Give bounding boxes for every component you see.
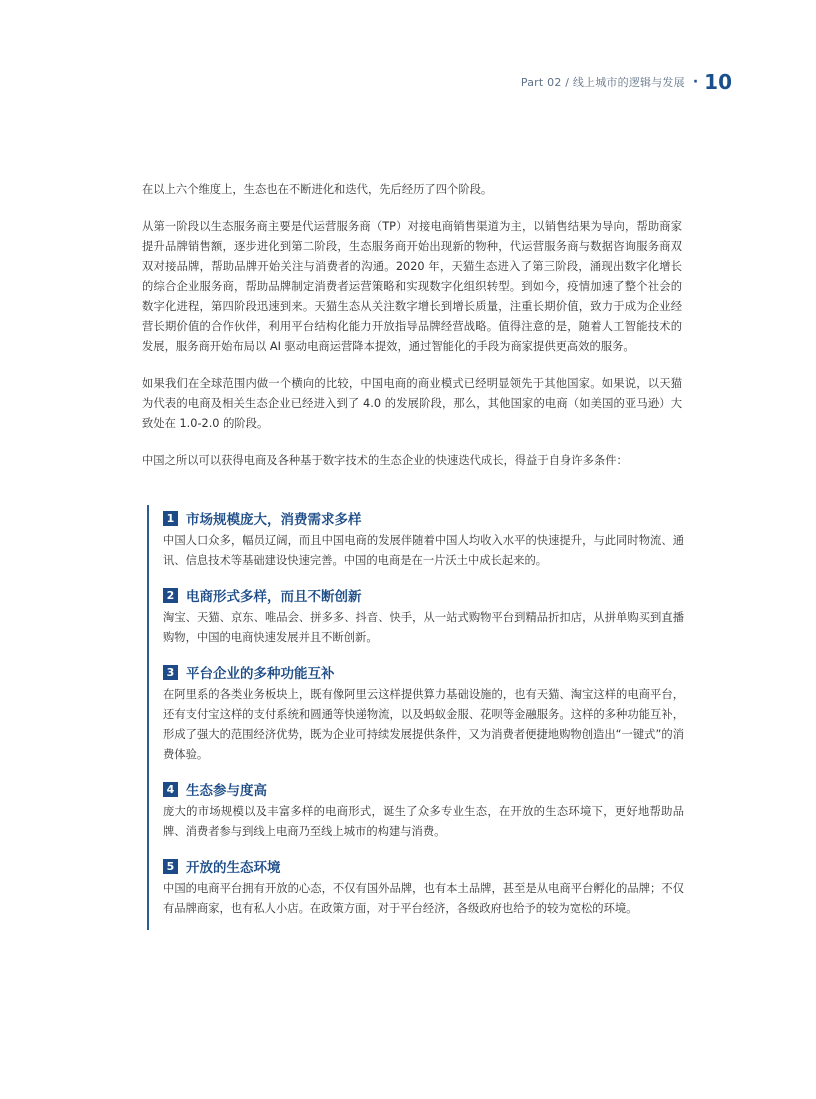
condition-number-badge: 4 <box>163 782 178 797</box>
condition-title: 市场规模庞大，消费需求多样 <box>186 512 362 528</box>
conditions-list <box>147 505 684 930</box>
body-text <box>142 180 682 493</box>
paragraph-stages: 从第一阶段以生态服务商主要是代运营服务商（TP）对接电商销售渠道为主，以销售结果为导向，帮助商家提升品牌销售额，逐步进化到第二阶段，生态服务商开始出现新的物种，代运营服务商与数据咨询服务商双双对接品牌，帮助品牌开始关注与消费者的沟通。2020 年，天猫生态进入了第三阶段，涌现出数字化增长的综合企业服务商，帮助品牌制定消费者运营策略和实现数字化组织转型。到如今，疫情加速了整个社会的数字化进程，第四阶段迅速到来。天猫生态从关注数字增长到增长质量，注重长期价值，致力于成为企业经营长期价值的合作伙伴，利用平台结构化能力开放指导品牌经营战略。值得注意的是，随着人工智能技术的发展，服务商开始布局以 AI 驱动电商运营降本提效，通过智能化的手段为商家提供更高效的服务。 <box>142 220 682 353</box>
condition-item <box>149 582 684 648</box>
paragraph-intro: 在以上六个维度上，生态也在不断进化和迭代，先后经历了四个阶段。 <box>142 183 493 196</box>
condition-header <box>163 659 684 685</box>
condition-body: 淘宝、天猫、京东、唯品会、拼多多、抖音、快手，从一站式购物平台到精品折扣店，从拼单购买到直播购物，中国的电商快速发展并且不断创新。 <box>163 611 684 644</box>
condition-number-badge: 2 <box>163 588 178 603</box>
condition-number-badge: 5 <box>163 859 178 874</box>
page-number: 10 <box>704 70 732 94</box>
condition-number-badge: 3 <box>163 665 178 680</box>
condition-body: 庞大的市场规模以及丰富多样的电商形式，诞生了众多专业生态，在开放的生态环境下，更好地帮助品牌、消费者参与到线上电商乃至线上城市的构建与消费。 <box>163 805 684 838</box>
condition-title: 生态参与度高 <box>186 783 267 799</box>
header-separator-dot: · <box>692 74 699 90</box>
paragraph-comparison: 如果我们在全球范围内做一个横向的比较，中国电商的商业模式已经明显领先于其他国家。如果说，以天猫为代表的电商及相关生态企业已经进入到了 4.0 的发展阶段，那么，其他国家的电商（如美国的亚马逊）大致处在 1.0-2.0 的阶段。 <box>142 377 682 430</box>
condition-number-badge: 1 <box>163 511 178 526</box>
condition-item <box>149 505 684 571</box>
condition-header <box>163 853 684 879</box>
header-section-title: Part 02 / 线上城市的逻辑与发展 <box>520 76 685 89</box>
condition-body: 中国的电商平台拥有开放的心态，不仅有国外品牌，也有本土品牌，甚至是从电商平台孵化的品牌；不仅有品牌商家，也有私人小店。在政策方面，对于平台经济，各级政府也给予的较为宽松的环境。 <box>163 882 684 915</box>
condition-header <box>163 582 684 608</box>
condition-item <box>149 776 684 842</box>
condition-header <box>163 505 684 531</box>
condition-header <box>163 776 684 802</box>
page-header <box>521 70 732 94</box>
condition-item <box>149 659 684 765</box>
condition-body: 中国人口众多，幅员辽阔，而且中国电商的发展伴随着中国人均收入水平的快速提升，与此同时物流、通讯、信息技术等基础建设快速完善。中国的电商是在一片沃土中成长起来的。 <box>163 534 684 567</box>
paragraph-conditions: 中国之所以可以获得电商及各种基于数字技术的生态企业的快速迭代成长，得益于自身许多条件： <box>142 454 628 467</box>
condition-title: 开放的生态环境 <box>186 860 281 876</box>
condition-title: 平台企业的多种功能互补 <box>186 666 335 682</box>
condition-item <box>149 853 684 919</box>
condition-title: 电商形式多样，而且不断创新 <box>186 589 362 605</box>
condition-body: 在阿里系的各类业务板块上，既有像阿里云这样提供算力基础设施的，也有天猫、淘宝这样的电商平台，还有支付宝这样的支付系统和圆通等快递物流，以及蚂蚁金服、花呗等金融服务。这样的多种功能互补，形成了强大的范围经济优势，既为企业可持续发展提供条件，又为消费者便捷地购物创造出“一键式”的消费体验。 <box>163 688 684 761</box>
